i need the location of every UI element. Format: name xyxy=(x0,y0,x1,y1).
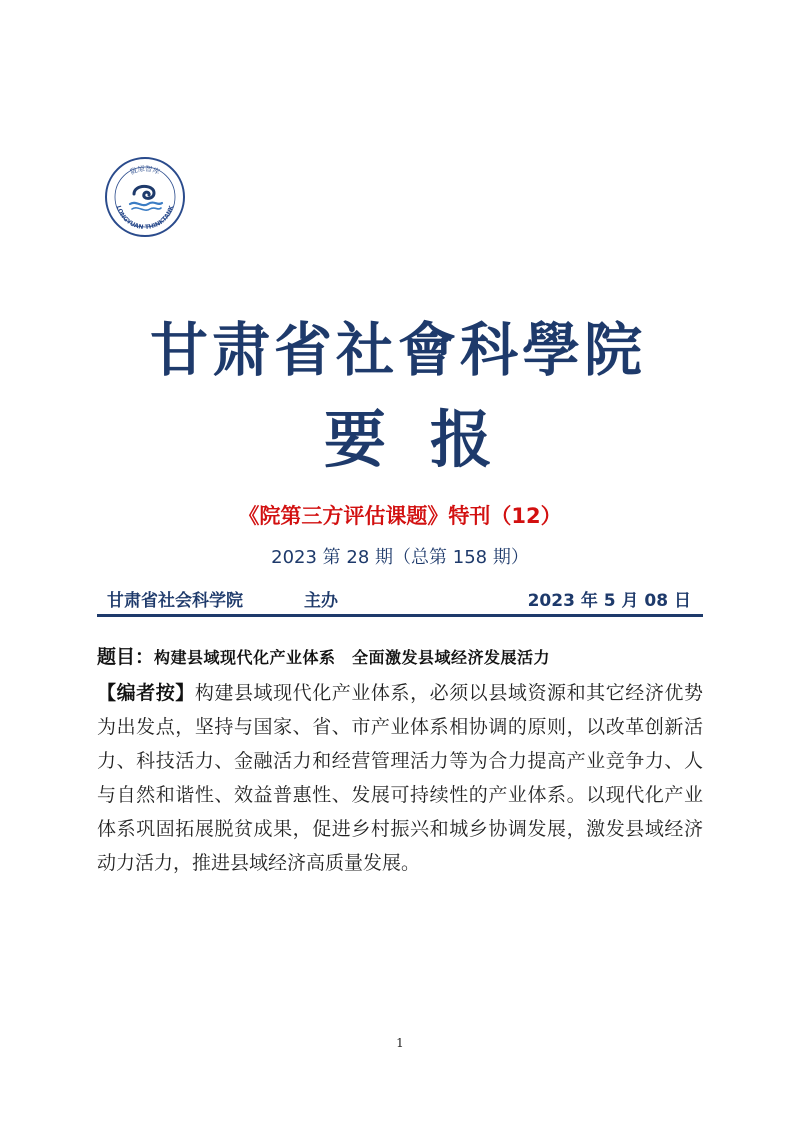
article-topic xyxy=(97,642,703,669)
page-number: 1 xyxy=(396,1036,404,1050)
editor-note-label: 【编者按】 xyxy=(97,682,195,704)
header-divider xyxy=(97,614,703,617)
publication-date: 2023 年 5 月 08 日 xyxy=(527,591,691,611)
logo-bottom-text: LONGYUAN THINKTANK xyxy=(114,204,176,232)
host-label: 主办 xyxy=(304,591,338,611)
editor-note-text: 构建县域现代化产业体系，必须以县域资源和其它经济优势为出发点，坚持与国家、省、市产业体系相协调的原则，以改革创新活力、科技活力、金融活力和经营管理活力等为合力提高产业竞争力、人与自然和谐性、效益普惠性、发展可持续性的产业体系。以现代化产业体系巩固拓展脱贫成果，促进乡村振兴和城乡协调发展，激发县域经济动力活力，推进县域经济高质量发展。 xyxy=(97,682,703,874)
topic-label: 题目： xyxy=(97,646,155,668)
issue-number: 2023 第 28 期（总第 158 期） xyxy=(271,547,529,568)
publication-header xyxy=(97,586,703,610)
editor-note xyxy=(97,676,703,880)
logo-top-text: 陇原智库 xyxy=(129,164,161,177)
organization-name: 甘肃省社会科学院 xyxy=(107,591,243,611)
masthead-title: 甘肃省社會科學院 xyxy=(149,316,646,384)
longyuan-thinktank-logo xyxy=(104,156,186,238)
topic-title: 构建县域现代化产业体系 全面激发县域经济发展活力 xyxy=(154,648,551,667)
logo-seal-icon xyxy=(104,156,186,238)
masthead-subtitle: 要报 xyxy=(324,403,537,476)
special-issue-title: 《院第三方评估课题》特刊（12） xyxy=(238,504,562,528)
